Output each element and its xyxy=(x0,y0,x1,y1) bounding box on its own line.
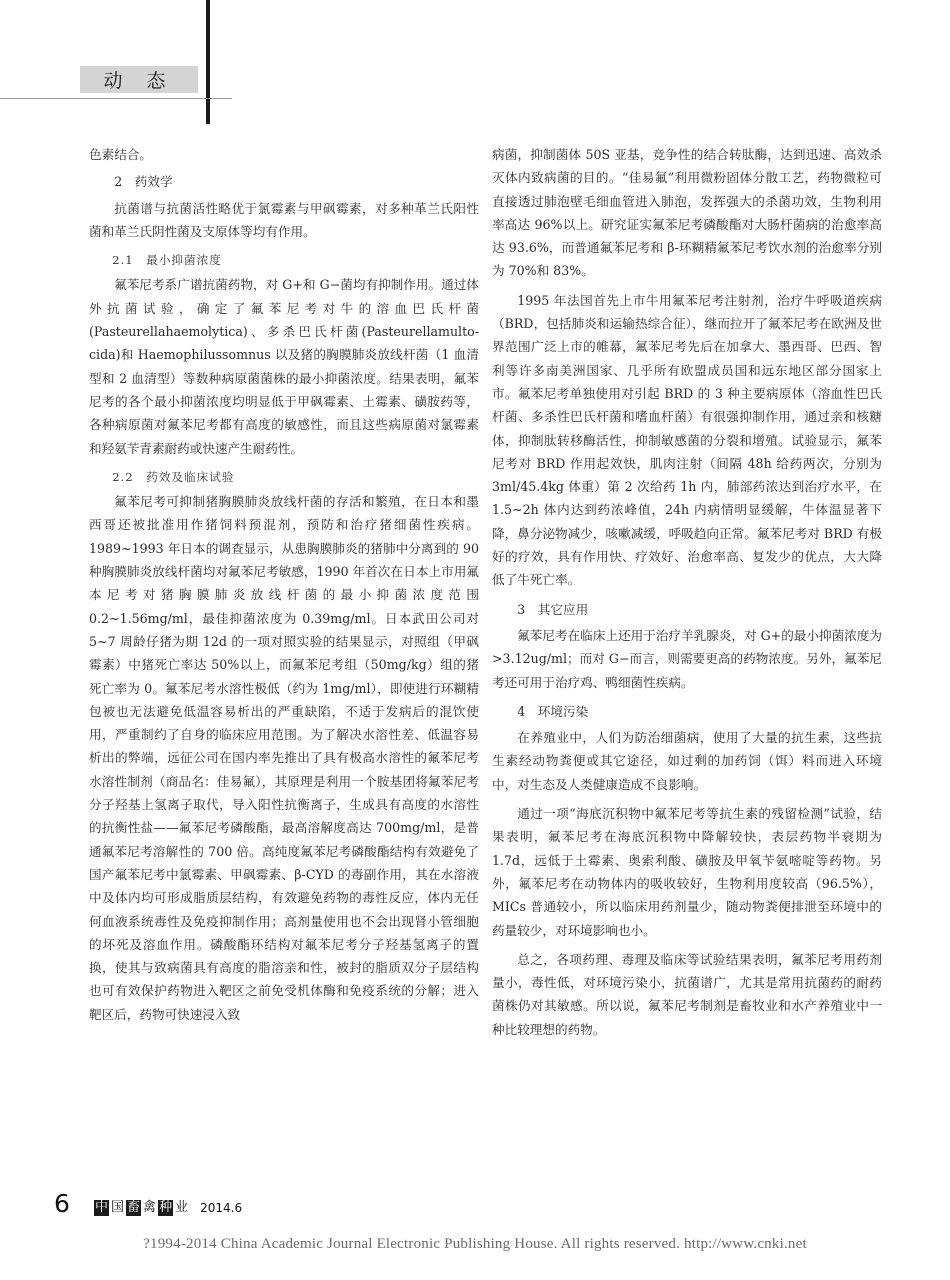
journal-char: 国 xyxy=(111,1200,125,1215)
header-vertical-rule xyxy=(206,0,210,124)
header-horizontal-rule xyxy=(0,98,232,99)
paragraph: 色素结合。 xyxy=(89,147,152,162)
paragraph: 抗菌谱与抗菌活性略优于氯霉素与甲砜霉素，对多种革兰氏阳性菌和革兰氏阴性菌及支原体等均有作用。 xyxy=(89,200,479,239)
journal-char: 禽 xyxy=(143,1200,157,1215)
issue-date: 2014.6 xyxy=(200,1201,243,1215)
page-footer xyxy=(48,1189,448,1223)
journal-char: 业 xyxy=(175,1200,189,1215)
paragraph: 氟苯尼考在临床上还用于治疗羊乳腺炎，对 G+的最小抑菌浓度为>3.12ug/ml；而对 G−而言，则需要更高的药物浓度。另外，氟苯尼考还可用于治疗鸡、鸭细菌性疾病。 xyxy=(492,627,882,690)
section-label: 动 态 xyxy=(80,66,198,93)
section-heading: 2 药效学 xyxy=(114,174,173,190)
left-column xyxy=(89,143,479,1026)
right-column xyxy=(492,143,882,1041)
paragraph: 氟苯尼考可抑制猪胸膜肺炎放线杆菌的存活和繁殖，在日本和墨西哥还被批准用作猪饲料预混剂，预防和治疗猪细菌性疾病。1989~1993 年日本的调查显示，从患胸膜肺炎的猪肺中分离到的 90 种胸膜肺炎放线杆菌均对氟苯尼考敏感，1990 年首次在日本上市用氟本尼考对猪胸膜肺炎放线杆菌的最小抑菌浓度范围 0.2~1.56mg/ml，最佳抑菌浓度为 0.39mg/ml。日本武田公司对 5~7 周龄仔猪为期 12d 的一项对照实验的结果显示，对照组（甲砜霉素）中猪死亡率达 50%以上，而氟苯尼考组（50mg/kg）组的猪死亡率为 0。氟苯尼考水溶性极低（约为 1mg/ml），即使进行环糊精包被也无法避免低温容易析出的严重缺陷，不适于发病后的混饮使用，严重制约了自身的临床应用范围。为了解决水溶性差、低温容易析出的弊端，远征公司在国内率先推出了具有极高水溶性的氟苯尼考水溶性制剂（商品名：佳易氟），其原理是利用一个胺基团将氟苯尼考分子羟基上氢离子取代，导入阳性抗衡离子，生成具有高度的水溶性的抗衡性盐——氟苯尼考磷酸酯，最高溶解度高达 700mg/ml，是普通氟苯尼考溶解性的 700 倍。高纯度氟苯尼考磷酸酯结构有效避免了国产氟苯尼考中氯霉素、甲砜霉素、β-CYD 的毒副作用，其在水溶液中及体内均可形成脂质层结构，有效避免药物的毒性反应，体内无任何血液系统毒性及免疫抑制作用；高剂量使用也不会出现肾小管细胞的坏死及溶血作用。磷酸酯环结构对氟苯尼考分子羟基氢离子的置换，使其与致病菌具有高度的脂溶亲和性，被封的脂质双分子层结构也可有效保护药物进入靶区之前免受机体酶和免疫系统的分解；进入靶区后，药物可快速浸入致 xyxy=(89,494,479,1022)
paragraph: 通过一项“海底沉积物中氟苯尼考等抗生素的残留检测”试验，结果表明，氟苯尼考在海底沉积物中降解较快，表层药物半衰期为 1.7d，远低于土霉素、奥索利酸、磺胺及甲氧苄氨嘧啶等药物。另外，氟苯尼考在动物体内的吸收较好，生物利用度较高（96.5%），MICs 普通较小，所以临床用药剂量少，随动物粪便排泄至环境中的药量较少，对环境影响也小。 xyxy=(492,806,882,938)
journal-title xyxy=(94,1200,242,1216)
journal-char: 种 xyxy=(159,1200,173,1215)
paragraph: 总之，各项药理、毒理及临床等试验结果表明，氟苯尼考用药剂量小，毒性低，对环境污染小，抗菌谱广，尤其是常用抗菌药的耐药菌株仍对其敏感。所以说，氟苯尼考制剂是畜牧业和水产养殖业中一种比较理想的药物。 xyxy=(492,951,882,1037)
page-number: 6 xyxy=(54,1189,70,1218)
journal-char: 畜 xyxy=(127,1200,141,1215)
paragraph: 病菌，抑制菌体 50S 亚基，竞争性的结合转肽酶，达到迅速、高效杀灭体内致病菌的目的。“佳易氟”利用微粉固体分散工艺，药物微粒可直接透过肺泡壁毛细血管进入肺泡，发挥强大的杀菌功效，生物利用率高达 96%以上。研究证实氟苯尼考磷酸酯对大肠杆菌病的治愈率高达 93.6%，而普通氟苯尼考和 β-环糊精氟苯尼考饮水剂的治愈率分别为 70%和 83%。 xyxy=(492,147,882,279)
subsection-heading: 2.2 药效及临床试验 xyxy=(112,469,235,484)
section-heading: 3 其它应用 xyxy=(517,601,589,617)
section-heading: 4 环境污染 xyxy=(517,703,589,719)
paragraph: 在养殖业中，人们为防治细菌病，使用了大量的抗生素，这些抗生素经动物粪便或其它途径，如过剩的加药饲（饵）料而进入环境中，对生态及人类健康造成不良影响。 xyxy=(492,730,882,792)
journal-char: 中 xyxy=(95,1200,109,1215)
copyright-notice: ?1994-2014 China Academic Journal Electronic Publishing House. All rights reserved. http://www.cnki.net xyxy=(143,1236,807,1252)
paragraph: 1995 年法国首先上市牛用氟苯尼考注射剂，治疗牛呼吸道疾病（BRD，包括肺炎和运输热综合征），继而拉开了氟苯尼考在欧洲及世界范围广泛上市的帷幕，氟苯尼考先后在加拿大、墨西哥、巴西、智利等许多南美洲国家、几乎所有欧盟成员国和远东地区部分国家上市。氟苯尼考单独使用对引起 BRD 的 3 种主要病原体（溶血性巴氏杆菌、多杀性巴氏杆菌和嗜血杆菌）有很强抑制作用，通过亲和核糖体，抑制肽转移酶活性，抑制敏感菌的分裂和增殖。试验显示，氟苯尼考对 BRD 作用起效快，肌肉注射（间隔 48h 给药两次，分别为 3ml/45.4kg 体重）第 2 次给药 1h 内，肺部药浓达到治疗水平，在 1.5~2h 体内达到药浓峰值，24h 内病情明显缓解，牛体温显著下降，鼻分泌物减少，咳嗽减缓，呼吸趋向正常。氟苯尼考对 BRD 有极好的疗效，具有作用快、疗效好、治愈率高、复发少的优点，大大降低了牛死亡率。 xyxy=(492,292,882,588)
paragraph: 氟苯尼考系广谱抗菌药物，对 G+和 G−菌均有抑制作用。通过体外抗菌试验，确定了氟苯尼考对牛的溶血巴氏杆菌(Pasteurellahaemolytica)、多杀巴氏杆菌(Pasteurellamulto-cida)和 Haemophilussomnus 以及猪的胸膜肺炎放线杆菌（1 血清型和 2 血清型）等数种病原菌菌株的最小抑菌浓度。结果表明，氟苯尼考的各个最小抑菌浓度均明显低于甲砜霉素、土霉素、磺胺药等，各种病原菌对氟苯尼考都有高度的敏感性，而且这些病原菌对氯霉素和羟氨苄青素耐药或快速产生耐药性。 xyxy=(89,277,479,456)
subsection-heading: 2.1 最小抑菌浓度 xyxy=(112,253,222,268)
